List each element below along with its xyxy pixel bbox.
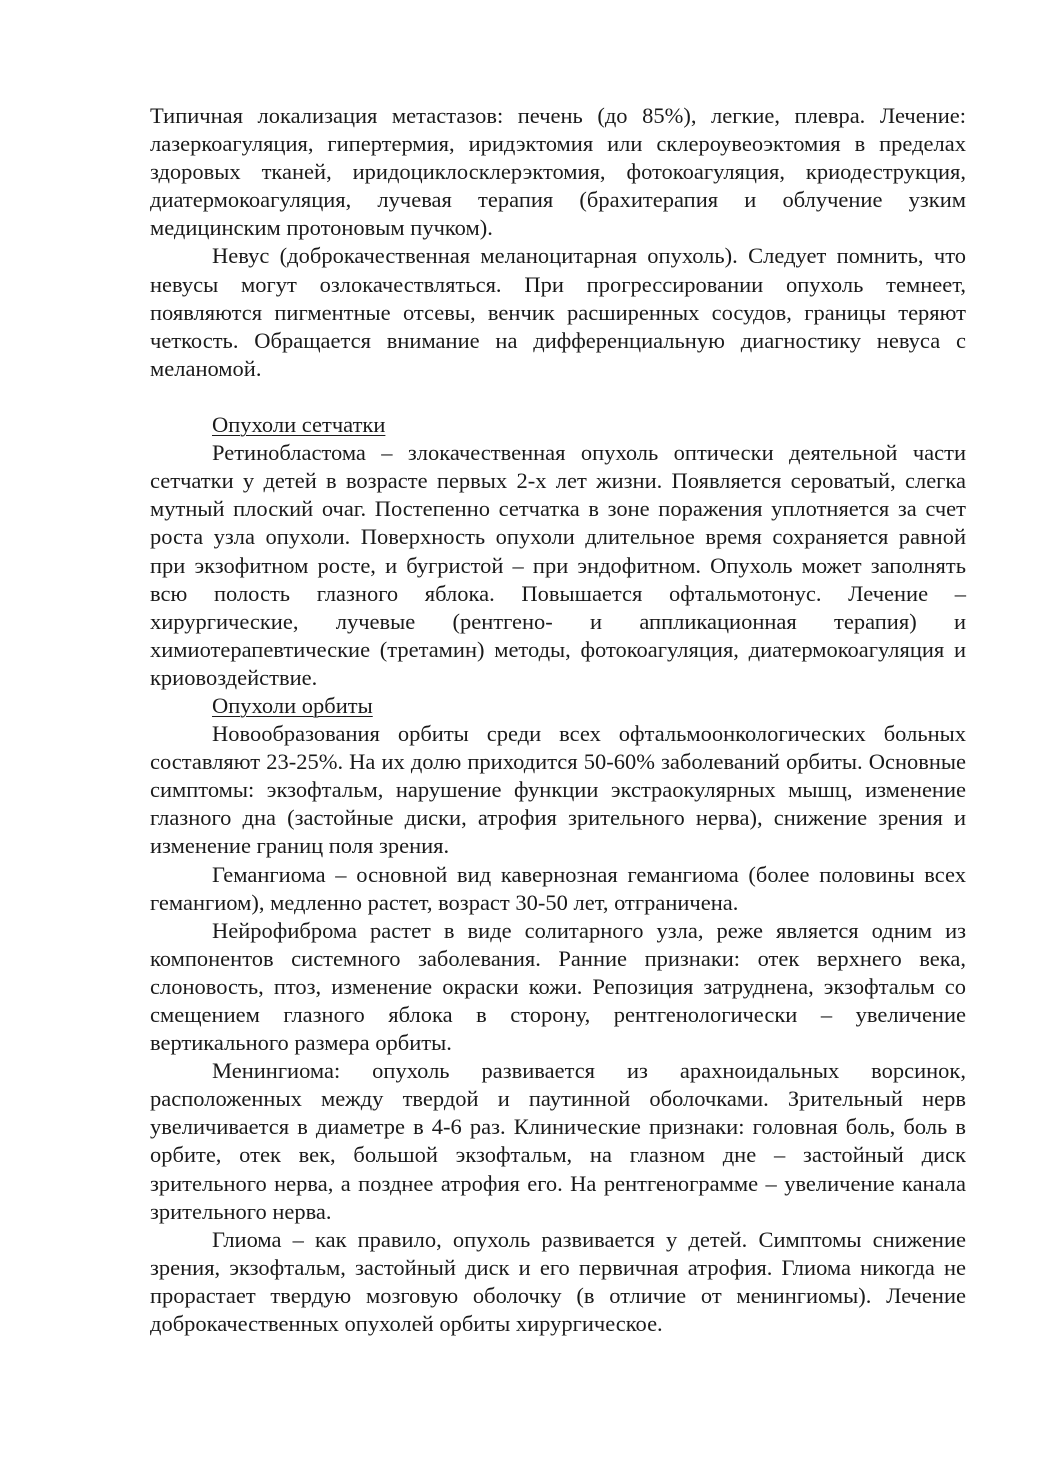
heading-retina-tumors: Опухоли сетчатки	[212, 412, 386, 438]
paragraph-metastases-treatment: Типичная локализация метастазов: печень (до 85%), легкие, плевра. Лечение: лазеркоагуляция, гипертермия, иридэктомия или склероувеоэктомия в пределах здоровых тканей, иридоциклосклерэктомия, фотокоагуляция, криодеструкция, диатермокоагуляция, лучевая терапия (брахитерапия и облучение узким медицинским протоновым пучком).	[150, 103, 966, 241]
paragraph-hemangioma: Гемангиома – основной вид кавернозная гемангиома (более половины всех гемангиом), медленно растет, возраст 30-50 лет, отграничена.	[150, 861, 966, 915]
paragraph-orbit-neoplasms: Новообразования орбиты среди всех офтальмоонкологических больных составляют 23-25%. На их долю приходится 50-60% заболеваний орбиты. Основные симптомы: экзофтальм, нарушение функции экстраокулярных мышц, изменение глазного дна (застойные диски, атрофия зрительного нерва), снижение зрения и изменение границ поля зрения.	[150, 721, 966, 859]
heading-orbit-tumors: Опухоли орбиты	[212, 692, 373, 718]
document-page	[150, 102, 966, 1338]
paragraph-neurofibroma: Нейрофиброма растет в виде солитарного узла, реже является одним из компонентов системного заболевания. Ранние признаки: отек верхнего века, слоновость, птоз, изменение окраски кожи. Репозиция затруднена, экзофтальм со смещением глазного яблока в сторону, рентгенологически – увеличение вертикального размера орбиты.	[150, 917, 966, 1056]
blank-line	[150, 383, 966, 411]
paragraph-retinoblastoma: Ретинобластома – злокачественная опухоль оптически деятельной части сетчатки у детей в возрасте первых 2-х лет жизни. Появляется сероватый, слегка мутный плоский очаг. Постепенно сетчатка в зоне поражения уплотняется за счет роста узла опухоли. Поверхность опухоли длительное время сохраняется равной при экзофитном росте, и бугристой – при эндофитном. Опухоль может заполнять всю полость глазного яблока. Повышается офтальмотонус. Лечение – хирургические, лучевые (рентгено- и аппликационная терапия) и химиотерапевтические (третамин) методы, фотокоагуляция, диатермокоагуляция и криовоздействие.	[150, 440, 966, 690]
paragraph-glioma: Глиома – как правило, опухоль развивается у детей. Симптомы снижение зрения, экзофтальм, застойный диск и его первичная атрофия. Глиома никогда не прорастает твердую мозговую оболочку (в отличие от менингиомы). Лечение доброкачественных опухолей орбиты хирургическое.	[150, 1226, 966, 1337]
paragraph-meningioma: Менингиома: опухоль развивается из арахноидальных ворсинок, расположенных между твердой и паутинной оболочками. Зрительный нерв увеличивается в диаметре в 4-6 раз. Клинические признаки: головная боль, боль в орбите, отек век, большой экзофтальм, на глазном дне – застойный диск зрительного нерва, а позднее атрофия его. На рентгенограмме – увеличение канала зрительного нерва.	[150, 1058, 966, 1224]
paragraph-nevus: Невус (доброкачественная меланоцитарная опухоль). Следует помнить, что невусы могут озлокачествляться. При прогрессировании опухоль темнеет, появляются пигментные отсевы, венчик расширенных сосудов, границы теряют четкость. Обращается внимание на дифференциальную диагностику невуса с меланомой.	[150, 243, 966, 381]
